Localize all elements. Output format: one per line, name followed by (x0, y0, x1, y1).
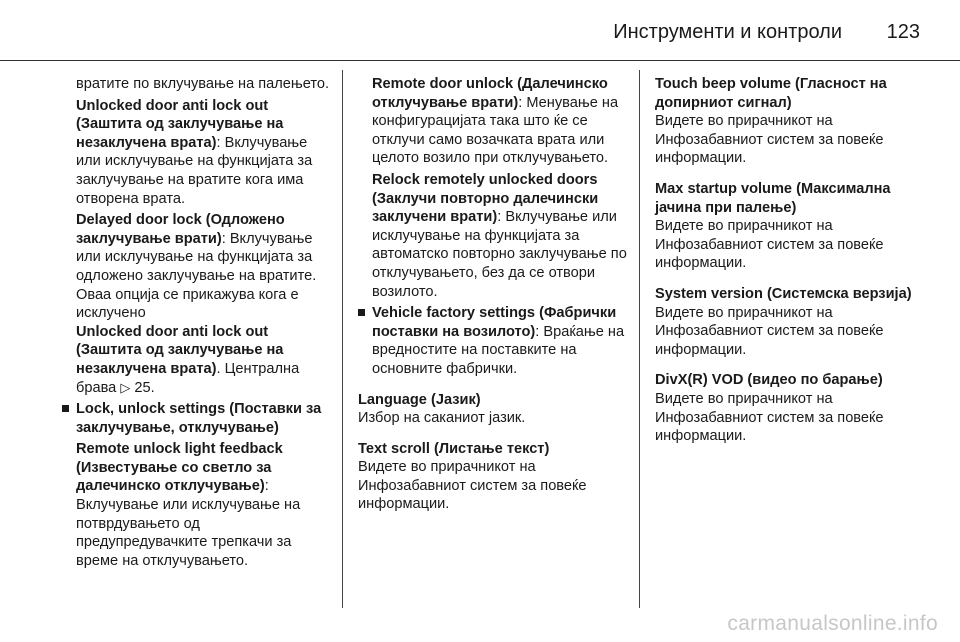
col2-bullet-text: : Враќање на вредностите на поставките на основните фабрички. (372, 323, 625, 377)
col2-text-1: : Менување на конфигурацијата така што ќе се отклучи само возачката врата или целото возило при отклучувањето. (372, 94, 619, 167)
triangle-right-icon: ▷ (120, 379, 131, 395)
col1-text-2: : Вклучување или исклучување на функцијата за одложено заклучување на вратите. Оваа опција се прикажува кога е исклучено (76, 230, 317, 322)
col1-heading-3: Unlocked door anti lock out (Заштита од заклучување на незаклучена врата) (76, 323, 284, 377)
col3-heading-1: Touch beep volume (Гласност на допирниот сигнал) (655, 76, 887, 111)
col1-entry-2 (76, 211, 334, 397)
column-divider-right (639, 70, 640, 608)
col2-heading-3: Language (Јазик) (358, 391, 481, 408)
col2-heading-2: Relock remotely unlocked doors (Заклучи повторно далечински заклучени врати) (372, 171, 599, 226)
col3-text-2: Видете во прирачникот на Инфозабавниот систем за повеќе информации. (655, 218, 884, 272)
page-number: 123 (886, 21, 920, 43)
col1-bullet-item (62, 400, 334, 437)
col1-heading-1: Unlocked door anti lock out (Заштита од заклучување на незаклучена врата) (76, 97, 284, 151)
col1-sub-entries (62, 440, 334, 570)
column-divider-left (342, 70, 343, 608)
col2-continuation (358, 75, 630, 301)
col2-text-4: Видете во прирачникот на Инфозабавниот систем за повеќе информации. (358, 459, 587, 513)
col3-heading-2: Max startup volume (Максимална јачина при палење) (655, 180, 891, 216)
col1-text-3: . Централна брава (76, 360, 300, 396)
col1-text-1: : Вклучување или исклучување на функцијата за заклучување на вратите кога има отворена врата. (76, 134, 313, 207)
col3-entry-4 (655, 371, 925, 445)
col1-entry-1 (76, 97, 334, 209)
col2-text-2: : Вклучување или исклучување на функцијата за автоматско повторно заклучување по отклучувањето, без да се отвори возилото. (372, 209, 627, 300)
page-header (0, 0, 960, 62)
col3-entry-1 (655, 75, 925, 168)
col1-page-ref: 25. (134, 379, 155, 396)
col3-text-1: Видете во прирачникот на Инфозабавниот систем за повеќе информации. (655, 113, 884, 167)
col2-bullet-heading: Vehicle factory settings (Фабрички поставки на возилото) (372, 305, 617, 340)
col1-bullet-heading: Lock, unlock settings (Поставки за заклучување, отклучување) (76, 401, 322, 436)
col2-heading-4: Text scroll (Листање текст) (358, 440, 550, 457)
col3-entry-3 (655, 285, 925, 359)
col3-text-4: Видете во прирачникот на Инфозабавниот систем за повеќе информации. (655, 390, 884, 445)
col2-bullet-item (358, 304, 630, 378)
col1-paragraph-1: вратите по вклучување на палењето. (76, 76, 330, 92)
col1-continuation (62, 75, 334, 397)
header-rule (0, 60, 960, 61)
column-3 (655, 75, 925, 449)
watermark: carmanualsonline.info (727, 612, 938, 635)
col2-text-3: Избор на саканиот јазик. (358, 410, 526, 427)
col2-entry-3 (358, 391, 630, 428)
col3-entry-2 (655, 180, 925, 273)
col3-text-3: Видете во прирачникот на Инфозабавниот систем за повеќе информации. (655, 304, 884, 358)
column-2 (358, 75, 630, 517)
col1-heading-2: Delayed door lock (Одложено заклучување врати) (76, 212, 285, 247)
col2-entry-4 (358, 440, 630, 514)
col3-heading-3: System version (Системска верзија) (655, 285, 912, 302)
column-1 (62, 75, 334, 573)
col1-text-4: : Вклучување или исклучување на потврдувањето од предупредувачките трепкачи за време на отклучувањето. (76, 478, 301, 569)
col2-entry-2 (372, 171, 630, 301)
col1-entry-4 (76, 440, 334, 570)
bullet-square-icon (62, 405, 69, 412)
col2-heading-1: Remote door unlock (Далечинско отклучување врати) (372, 76, 608, 111)
col2-entry-1 (372, 75, 630, 168)
col1-heading-4: Remote unlock light feedback (Известување со светло за далечинско отклучување) (76, 441, 283, 495)
col3-heading-4: DivX(R) VOD (видео по барање) (655, 372, 883, 389)
header-title: Инструменти и контроли (613, 21, 842, 43)
bullet-square-icon (358, 309, 365, 316)
